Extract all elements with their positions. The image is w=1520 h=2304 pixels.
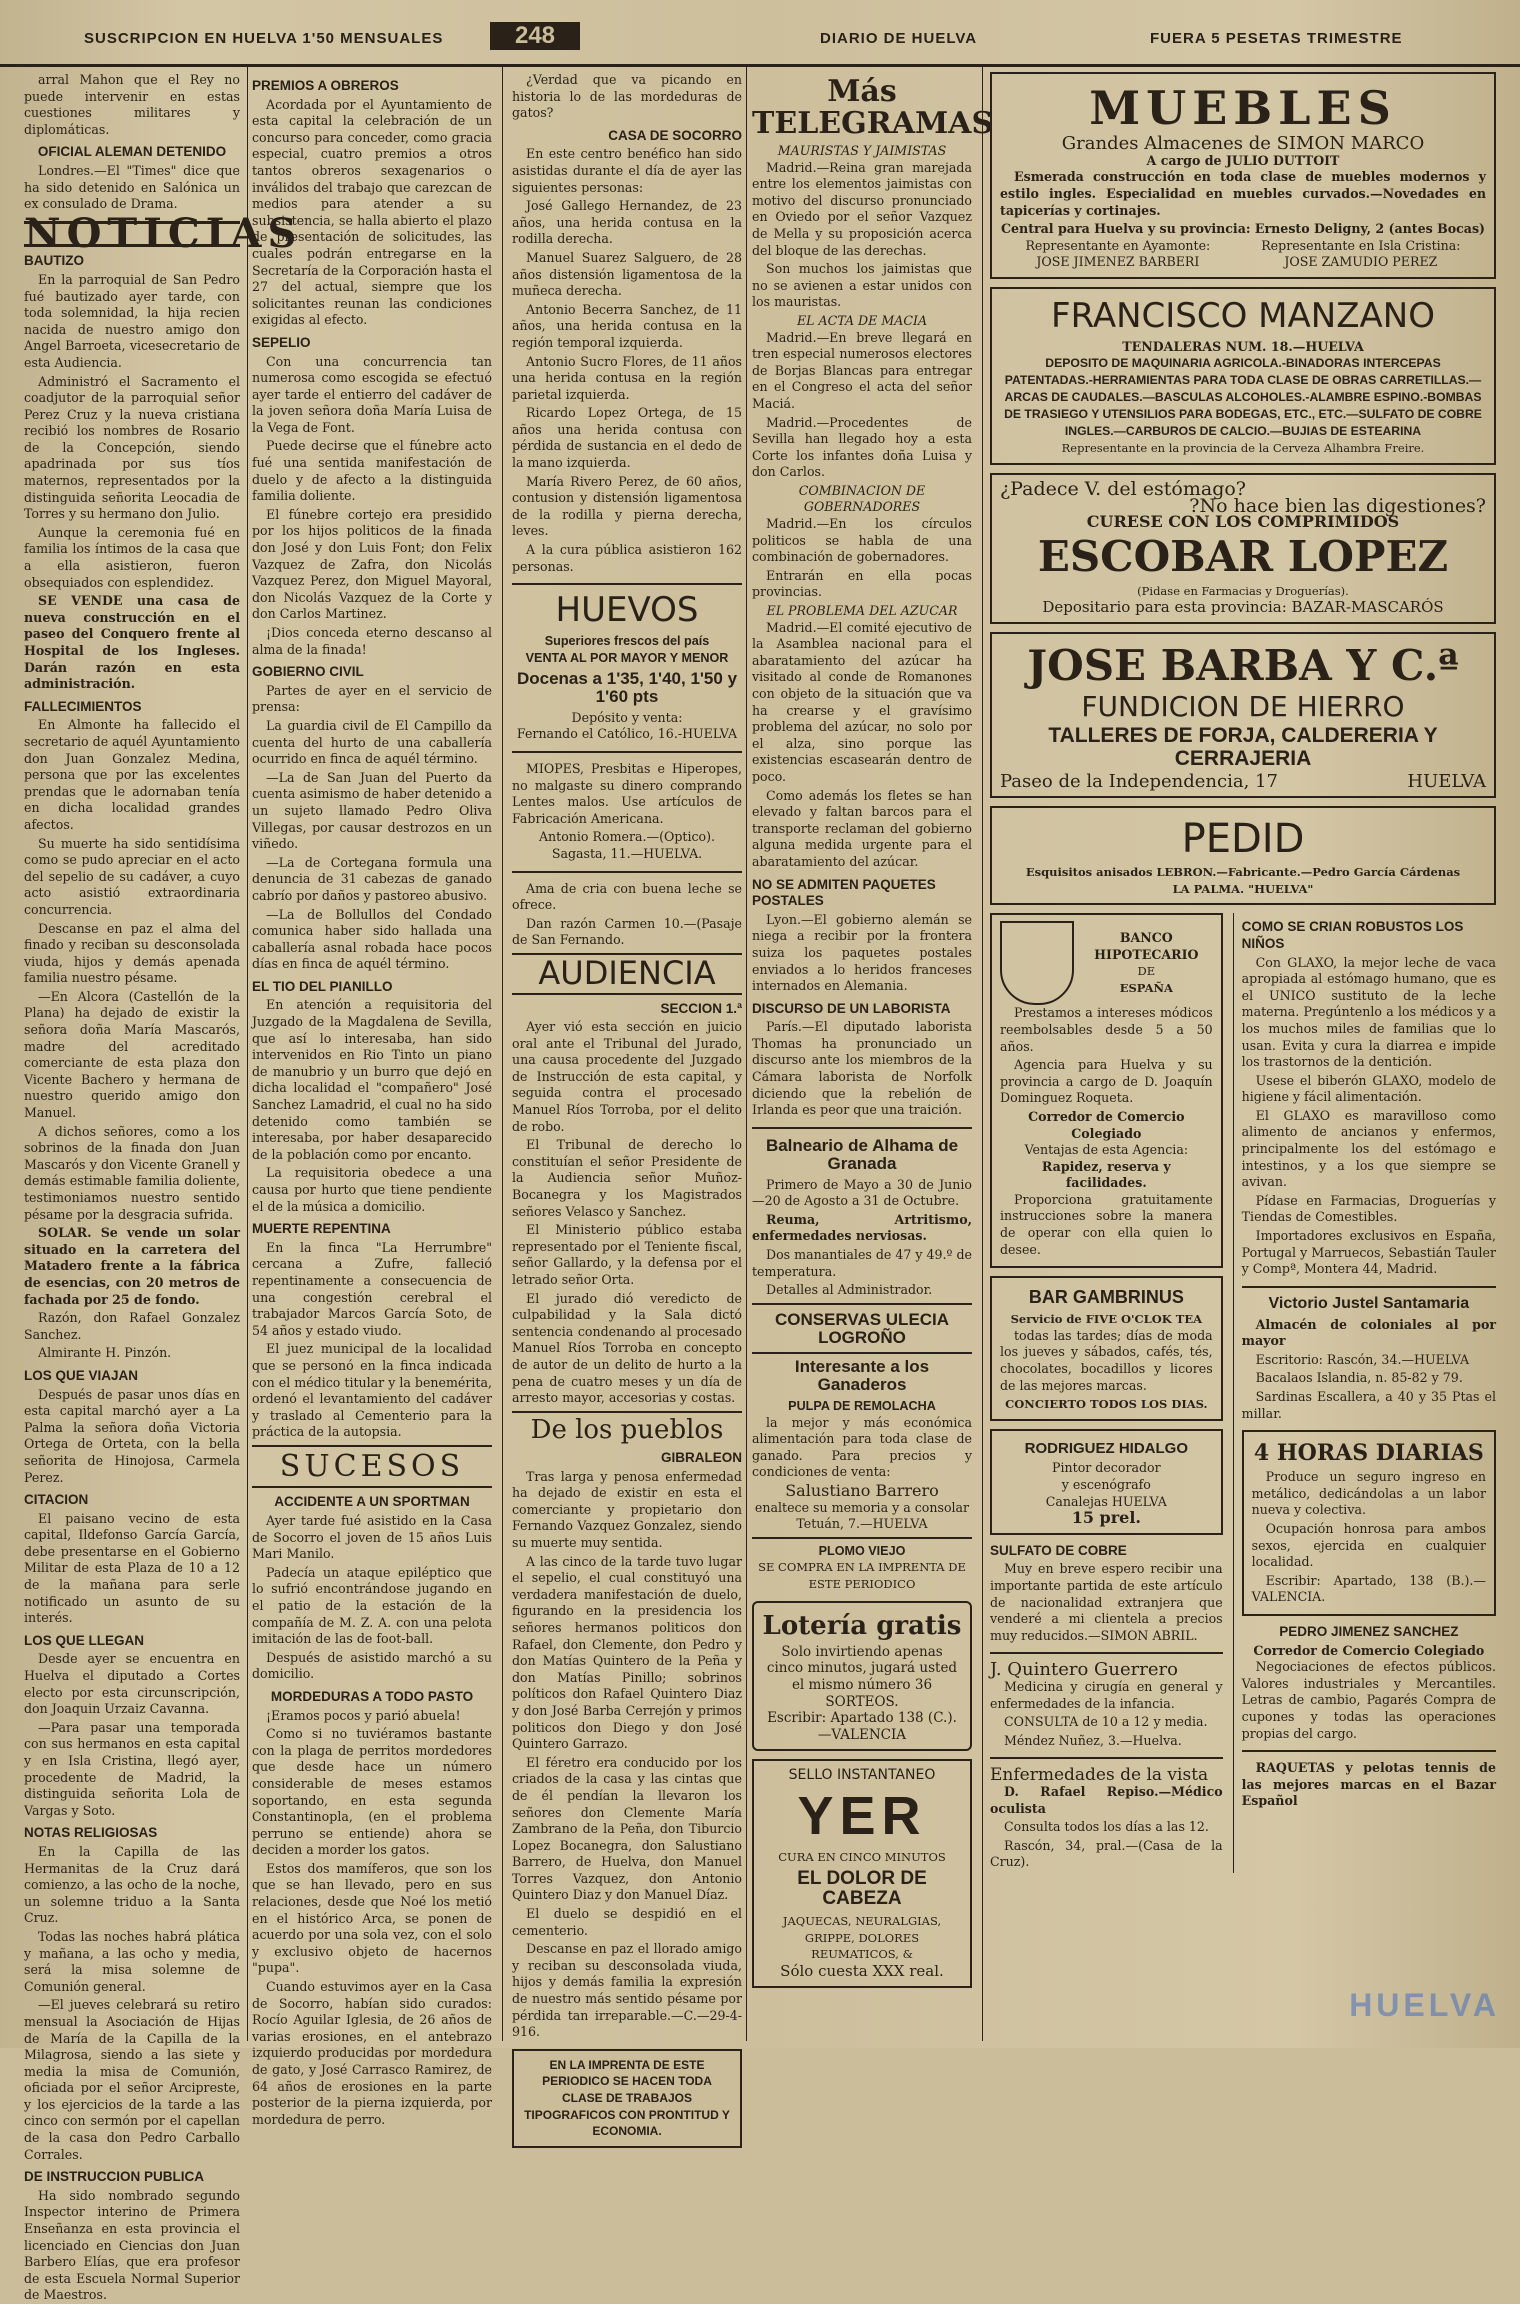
- article-text: El Tribunal de derecho lo constituían el señor Presidente de la Audiencia señor Muñoz-Bocanegra y los Magistrados señores Velasco y Sanchez.: [512, 1137, 742, 1219]
- article-text: Partes de ayer en el servicio de prensa:: [252, 682, 492, 715]
- article-heading: PEDRO JIMENEZ SANCHEZ: [1279, 1624, 1459, 1640]
- ad-text: Sardinas Escallera, a 40 y 35 Ptas el millar.: [1241, 1388, 1496, 1421]
- article-heading: BAUTIZO: [24, 253, 84, 269]
- ad-text: Medicina y cirugía en general y enfermedades de la infancia.: [990, 1678, 1223, 1711]
- article-heading: CITACION: [24, 1492, 89, 1508]
- ad-text: Esquisitos anisados LEBRON.—Fabricante.—Pedro García Cárdenas: [1025, 865, 1461, 880]
- ad-text: Corredor de Comercio Colegiado: [1253, 1642, 1485, 1658]
- article-text: Almirante H. Pinzón.: [38, 1345, 172, 1361]
- ad-conservas: CONSERVAS ULECIA LOGROÑO: [752, 1303, 972, 1355]
- ad-justel-title: Victorio Justel Santamaria: [1268, 1294, 1470, 1312]
- article-text: La requisitoria obedece a una causa por hurto que tiene pendiente el de la música a domicilio.: [252, 1165, 492, 1214]
- article-text: Padecía un ataque epiléptico que lo sufrió encontrándose jugando en el patio de la estación de la compañía de M. Z. A. con una pelota imitación de las de foot-ball.: [252, 1564, 492, 1647]
- ad-text: RAQUETAS y pelotas tennis de las mejores marcas en el Bazar Español: [1241, 1760, 1496, 1809]
- article-text: Con una concurrencia tan numerosa como escogida se efectuó ayer tarde el entierro del cadáver de la joven señora doña María Luisa de la Vega de Font.: [252, 353, 492, 435]
- article-heading: MORDEDURAS A TODO PASTO: [270, 1688, 474, 1704]
- watermark-logo: HUELVA: [1349, 1987, 1500, 2023]
- ad-text: la mejor y más económica alimentación para toda clase de ganado. Para precios y condiciones de venta:: [752, 1414, 972, 1480]
- article-heading: EL TIO DEL PIANILLO: [252, 978, 393, 994]
- ad-text: Rapidez, reserva y facilidades.: [1041, 1158, 1171, 1191]
- divider: [1242, 1286, 1496, 1288]
- ad-text: Almacén de coloniales al por mayor: [1241, 1316, 1496, 1349]
- article-text: El Ministerio público estaba representado por el Teniente fiscal, señor Gallardo, y la defensa por el letrado señor Orta.: [512, 1222, 742, 1287]
- article-heading: GIBRALEON: [661, 1450, 742, 1466]
- ad-text: Servicio de FIVE O'CLOK TEA: [1010, 1312, 1203, 1327]
- ad-text: D. Rafael Repiso.—Médico oculista: [990, 1783, 1223, 1816]
- article-text: A las cinco de la tarde tuvo lugar el sepelio, el cual constituyó una verdadera manifestación de duelo, figurando en la presidencia los señores hermanos politicos don Rafael, don Clemente, don Pedro y don Matías Quintero de la Peña y don Matías Pinillo; sobrinos políticos don Rafael Quintero Diaz y don José Barba Cerrejón y primos politicos don Diego y don José Quintero Garrazo.: [512, 1553, 742, 1752]
- ad-alhama-title: Balneario de Alhama de Granada: [765, 1135, 959, 1173]
- ad-text: JAQUECAS, NEURALGIAS, GRIPPE, DOLORES REUMATICOS, &: [782, 1914, 942, 1962]
- article-heading: PREMIOS A OBREROS: [252, 78, 399, 93]
- column-3: [512, 72, 742, 2139]
- article-text: El duelo se despidió en el cementerio.: [512, 1906, 742, 1938]
- article-text: En Almonte ha fallecido el secretario de aquél Ayuntamiento don Juan Gonzalez Medina, persona que por las excelentes prendas que le adornaban tenía en dicha localidad grandes afectos.: [24, 717, 240, 832]
- ad-text: CURESE CON LOS COMPRIMIDOS: [1086, 512, 1400, 532]
- ad-muebles-title: MUEBLES: [1089, 81, 1397, 135]
- article-text: Antonio Sucro Flores, de 11 años una herida contusa en la región parietal izquierda.: [512, 353, 742, 402]
- masthead-page-number: 248: [490, 22, 580, 50]
- ad-text: Canalejas HUELVA: [1045, 1493, 1167, 1509]
- article-heading: CASA DE SOCORRO: [608, 127, 742, 143]
- article-text: En la parroquial de San Pedro fué bautizado ayer tarde, con toda solemnidad, la hija recien nacida de nuestro amigo don Angel Barroeta, vicesecretario de esta Audiencia.: [24, 271, 240, 370]
- classified-ad: Dan razón Carmen 10.—(Pasaje de San Fernando.: [512, 915, 742, 948]
- divider: [512, 871, 742, 873]
- article-heading: LOS QUE VIAJAN: [24, 1367, 139, 1383]
- ad-hidalgo-title: RODRIGUEZ HIDALGO: [1024, 1439, 1188, 1457]
- column-rule: [746, 66, 747, 2041]
- divider: [512, 751, 742, 753]
- ad-text: enaltece su memoria y a consolar: [754, 1499, 970, 1515]
- ad-text: Sagasta, 11.—HUELVA.: [551, 845, 703, 861]
- ad-text: Antonio Romera.—(Optico).: [538, 829, 716, 845]
- article-text: En la Capilla de las Hermanitas de la Cruz dará comienzo, a las ocho de la noche, un solemne triduo a la Santa Cruz.: [24, 1843, 240, 1926]
- ad-text: Representante en la provincia de la Cerveza Alhambra Freire.: [1061, 441, 1425, 456]
- article-text: Después de asistido marchó a su domicilio.: [252, 1649, 492, 1682]
- ad-text: Fernando el Católico, 16.-HUELVA: [516, 726, 738, 742]
- article-text: Madrid.—En breve llegará en tren especial numerosos electores de Borjas Blancas para entregar en el Congreso el acta del señor Maciá.: [752, 329, 972, 411]
- article-text: —La de Cortegana formula una denuncia de 31 cabezas de ganado cabrío por daños y pastoreo abusivo.: [252, 854, 492, 903]
- ad-text: ?No hace bien las digestiones?: [1189, 494, 1486, 517]
- article-text: —Para pasar una temporada con sus hermanos en esta capital y en Isla Cristina, llegó ayer, procedente de Madrid, la distinguida señorita Lola de Vargas y Soto.: [24, 1719, 240, 1818]
- article-text: Después de pasar unos días en esta capital marchó ayer a La Palma la señora doña Victoria Ortega de Orteta, con la bella señorita de Hinojosa, Carmela Perez.: [24, 1386, 240, 1485]
- classified-ad: Ama de cria con buena leche se ofrece.: [512, 880, 742, 913]
- ad-vista-title: Enfermedades de la vista: [990, 1765, 1209, 1786]
- article-heading: COMO SE CRIAN ROBUSTOS LOS NIÑOS: [1241, 919, 1464, 951]
- column-rule: [502, 66, 503, 2041]
- article-text: París.—El diputado laborista Thomas ha pronunciado un discurso ante los miembros de la Cámara laborista de Norfolk diciendo que la rebelión de Irlanda es peor que una traición.: [752, 1019, 972, 1118]
- ad-text: Escribir: Apartado 138 (C.).—VALENCIA: [767, 1710, 957, 1743]
- classified-ad: SE VENDE una casa de nueva construcción en el paseo del Conquero frente al Hospital de los Ingleses. Darán razón en esta administración.: [24, 593, 240, 692]
- ad-text: Pídase en Farmacias, Droguerías y Tiendas de Comestibles.: [1241, 1192, 1496, 1225]
- divider: [752, 1127, 972, 1129]
- section-title-sucesos: SUCESOS: [252, 1445, 492, 1489]
- article-text: Tras larga y penosa enfermedad ha dejado de existir en esta el comerciante y propietario don Fernando Vazquez Gonzalez, siendo su muerte muy sentida.: [512, 1468, 742, 1551]
- ad-text: JOSE JIMENEZ BARBERI: [1036, 254, 1200, 270]
- ad-text: Dos manantiales de 47 y 49.º de temperatura.: [752, 1246, 973, 1279]
- ad-text: El GLAXO es maravilloso como alimento de ancianos y enfermos, principalmente los del estómago e intestinos, y a los que siempre se avivan.: [1241, 1107, 1496, 1190]
- ad-text: 15 prel.: [1071, 1508, 1141, 1528]
- ad-text: PULPA DE REMOLACHA: [788, 1399, 936, 1414]
- ad-text: Depositario para esta provincia: BAZAR-MASCARÓS: [1042, 598, 1444, 617]
- ad-huevos-title: HUEVOS: [555, 590, 699, 631]
- ad-text: TALLERES DE FORJA, CALDERERIA Y CERRAJERIA: [1048, 724, 1438, 770]
- ad-horas-title: 4 HORAS DIARIAS: [1253, 1440, 1484, 1467]
- article-text: La guardia civil de El Campillo da cuenta del hurto de una caballería ocurrido en finca de aquél término.: [252, 717, 492, 767]
- article-text: —El jueves celebrará su retiro mensual la Asociación de Hijas de María de la Capilla de la Milagrosa, siendo a las siete y media la misa de Comunión, oficiada por el señor Arcipreste, y los ejercicios de la tarde a las cinco con sermón por el capellan de la casa don Pedro Carballo Corrales.: [24, 1997, 240, 2162]
- column-4: [752, 72, 994, 2040]
- ad-text: A cargo de JULIO DUTTOIT: [1146, 152, 1340, 168]
- article-text: Manuel Suarez Salguero, de 28 años distensión ligamentosa de la muñeca derecha.: [512, 249, 742, 299]
- ad-text: Escritorio: Rascón, 34.—HUELVA: [1255, 1351, 1470, 1367]
- article-text: Ayer vió esta sección en juicio oral ante el Tribunal del Jurado, una causa procedente del Juzgado de Instrucción de esta capital, y seguida contra el procesado Manuel Ríos Torroba, por el delito de robo.: [512, 1019, 742, 1134]
- ad-text: Tetuán, 7.—HUELVA: [796, 1516, 928, 1532]
- ad-text: Corredor de Comercio Colegiado: [1028, 1108, 1185, 1141]
- article-text: Ricardo Lopez Ortega, de 15 años una herida contusa con pérdida de sustancia en el dedo de la mano izquierda.: [512, 405, 742, 471]
- section-title-telegramas: Más TELEGRAMAS: [752, 74, 994, 141]
- article-text: El féretro era conducido por los criados de la casa y las cintas que de él pendían la llevaron los señores don Clemente María Zambrano de la Peña, don Tiburcio Lopez Bocanegra, don Salustiano Barrero, de Huelva, don Manuel Torres Vazquez, don Antonio Quintero Diaz y don Manuel Díaz.: [512, 1754, 742, 1903]
- article-heading: EL ACTA DE MACIA: [796, 312, 928, 328]
- ad-text: CONCIERTO TODOS LOS DIAS.: [1005, 1397, 1208, 1412]
- ad-text: Ventajas de esta Agencia:: [1024, 1142, 1189, 1158]
- ad-text: Pintor decorador: [1052, 1460, 1161, 1476]
- ad-text: Sólo cuesta XXX real.: [780, 1961, 944, 1980]
- divider: [990, 1652, 1223, 1654]
- ad-plomo: PLOMO VIEJO: [752, 1537, 972, 1560]
- article-text: Madrid.—Procedentes de Sevilla han llegado hoy a esta Corte los infantes doña Luisa y don Carlos.: [752, 414, 972, 480]
- ad-text: Proporciona gratuitamente instrucciones sobre la manera de operar con ella quien lo desee.: [1000, 1191, 1213, 1257]
- article-heading: DE INSTRUCCION PUBLICA: [24, 2169, 205, 2185]
- masthead-title: DIARIO DE HUELVA: [820, 30, 978, 47]
- article-heading: SECCION 1.ª: [660, 1000, 742, 1016]
- ad-text: Escribir: Apartado, 138 (B.).—VALENCIA.: [1251, 1572, 1486, 1605]
- ad-text: SELLO INSTANTANEO: [788, 1767, 936, 1784]
- ad-text: Agencia para Huelva y su provincia a cargo de D. Joaquín Dominguez Roqueta.: [1000, 1057, 1213, 1106]
- article-text: En atención a requisitoria del Juzgado de la Magdalena de Sevilla, que así lo interesaba, han sido intervenidos en Rio Tinto un piano de manubrio y un burro que dejó en dicha localidad el "compañero" José Sanchez Lamadrid, el cual no ha sido detenido como también se interesaba, por haber desaparecido de la población como por encanto.: [252, 997, 492, 1162]
- ad-banco-title: BANCO HIPOTECARIO: [1094, 930, 1199, 962]
- column-rule: [982, 66, 983, 2041]
- article-text: Su muerte ha sido sentidísima como se pudo apreciar en el acto del sepelio de su cadáver, a cuyo acto asistió extraordinaria concurrencia.: [24, 835, 240, 917]
- ad-text: Central para Huelva y su provincia: Ernesto Deligny, 2 (antes Bocas): [1001, 221, 1485, 237]
- article-text: Desde ayer se encuentra en Huelva el diputado a Cortes electo por esta circunscripción, don Joaquin Urzaiz Cavanna.: [24, 1651, 240, 1717]
- article-text: Administró el Sacramento el coadjutor de la parroquial señor Perez Cruz y la nueva cristiana recibió los nombres de Rosario de la Concepción, siendo apadrinada por sus tíos maternos, representados por la distinguida señorita Leocadia de Torres y su hermano don Julio.: [24, 373, 240, 522]
- article-text: En este centro benéfico han sido asistidas durante el día de ayer las siguientes personas:: [512, 146, 742, 195]
- article-text: —La de Bollullos del Condado comunica haber sido hallada una caballería asnal robada hace pocos días en finca de aquél término.: [252, 906, 492, 972]
- article-text: El paisano vecino de esta capital, Ildefonso García García, debe presentarse en el Gobierno Militar de esta Plaza de 10 a 12 de la mañana para serle notificado un asunto de su interés.: [24, 1510, 240, 1626]
- article-text: Puede decirse que el fúnebre acto fué una sentida manifestación de duelo y de afecto a la distinguida familia doliente.: [252, 438, 492, 504]
- article-text: Ayer tarde fué asistido en la Casa de Socorro el joven de 15 años Luis Mari Manilo.: [252, 1513, 492, 1562]
- article-text: Madrid.—En los círculos politicos se habla de una combinación de gobernadores.: [752, 516, 972, 565]
- ad-text: VENTA AL POR MAYOR Y MENOR: [525, 650, 729, 665]
- article-text: El juez municipal de la localidad que se personó en la finca indicada con el médico titular y la benemérita, ordenó el levantamiento del cadáver y traslado al Cementerio para la práctica de la autopsia.: [252, 1341, 492, 1440]
- imprenta-notice: EN LA IMPRENTA DE ESTE PERIODICO SE HACEN TODA CLASE DE TRABAJOS TIPOGRAFICOS CON PRONTITUD Y ECONOMIA.: [512, 2049, 742, 2148]
- ad-text: Prestamos a intereses módicos reembolsables desde 5 a 50 años.: [1000, 1005, 1213, 1054]
- article-text: José Gallego Hernandez, de 23 años, una herida contusa en la rodilla derecha.: [512, 198, 742, 247]
- ad-text: Esmerada construcción en toda clase de muebles modernos y estilo ingles. Especialidad en muebles curvados.—Novedades en tapicerías y cortinajes.: [1000, 169, 1486, 218]
- article-heading: COMBINACION DE GOBERNADORES: [798, 482, 926, 515]
- ad-text: Consulta todos los días a las 12.: [1004, 1819, 1209, 1835]
- ad-text: Con GLAXO, la mejor leche de vaca apropiada al estómago humano, que es el UNICO sustituto de la leche materna. Pregúntenlo a los médicos y a los muchos miles de familias que lo usan. Evita y cura la diarrea e impide los trastornos de la dentición.: [1241, 954, 1496, 1070]
- article-text: Descanse en paz el alma del finado y reciban su desconsolada viuda, hijos y demás apenada familia nuestro pésame.: [24, 920, 240, 986]
- article-heading: MAURISTAS Y JAIMISTAS: [777, 143, 947, 158]
- article-heading: LOS QUE LLEGAN: [24, 1632, 145, 1648]
- ad-text: Méndez Nuñez, 3.—Huelva.: [1004, 1732, 1182, 1748]
- ad-text: Ocupación honrosa para ambos sexos, ejercida en cualquier localidad.: [1251, 1521, 1486, 1570]
- ad-gambrinus-title: BAR GAMBRINUS: [1028, 1287, 1184, 1308]
- article-text: Son muchos los jaimistas que no se avienen a estar unidos con los mauristas.: [752, 261, 972, 310]
- article-heading: NOTAS RELIGIOSAS: [24, 1825, 158, 1841]
- article-heading: DISCURSO DE UN LABORISTA: [752, 1000, 951, 1016]
- ad-text: Produce un seguro ingreso en metálico, dedicándolas a un labor nueva y colectiva.: [1251, 1469, 1486, 1518]
- ad-text: CONSULTA de 10 a 12 y media.: [1004, 1714, 1208, 1730]
- ad-text: Representante en Isla Cristina:: [1261, 237, 1461, 253]
- column-2: [252, 72, 492, 2127]
- section-title-audiencia: AUDIENCIA: [512, 953, 742, 995]
- article-text: A la cura pública asistieron 162 personas.: [512, 542, 742, 574]
- section-title-noticias: NOTICIAS: [24, 209, 303, 257]
- ad-text: HUELVA: [1407, 770, 1486, 792]
- ad-text: ESPAÑA: [1119, 980, 1173, 995]
- ad-text: SE COMPRA EN LA IMPRENTA DE ESTE PERIODICO: [758, 1560, 966, 1591]
- article-heading: EL PROBLEMA DEL AZUCAR: [766, 603, 958, 619]
- article-text: María Rivero Perez, de 60 años, contusion y distensión ligamentosa de la rodilla y pierna derecha, leves.: [512, 473, 742, 539]
- article-text: Aunque la ceremonia fué en familia los íntimos de la casa que a ella asistieron, fueron obsequiados con esplendidez.: [24, 524, 240, 590]
- article-text: ¿Verdad que va picando en historia lo de las mordeduras de gatos?: [512, 72, 742, 121]
- article-heading: ACCIDENTE A UN SPORTMAN: [274, 1494, 470, 1510]
- article-heading: SULFATO DE COBRE: [990, 1542, 1127, 1558]
- ad-loteria-title: Lotería gratis: [762, 1610, 962, 1641]
- ad-text: Bacalaos Islandia, n. 85-82 y 79.: [1255, 1370, 1463, 1386]
- ad-text: Salustiano Barrero: [785, 1481, 939, 1501]
- ad-text: Importadores exclusivos en España, Portugal y Marruecos, Sebastián Tauler y Compª, Montera 44, Madrid.: [1241, 1228, 1496, 1277]
- masthead-subscription: SUSCRIPCION EN HUELVA 1'50 MENSUALES: [84, 30, 444, 47]
- article-heading: NO SE ADMITEN PAQUETES POSTALES: [752, 876, 936, 909]
- article-text: Lyon.—El gobierno alemán se niega a recibir por la frontera suiza los paquetes postales enviados a lo heridos franceses internados en Alemania.: [752, 911, 972, 994]
- coat-of-arms-icon: [1000, 921, 1074, 1005]
- article-text: Estos dos mamíferos, que son los que se han llevado, pero en sus relaciones, desde que Noé los metió en el histórico Arca, se ponen de acuerdo por una sola vez, con el solo y exclusivo objeto de hacernos "pupa".: [252, 1860, 492, 1976]
- ad-text: TENDALERAS NUM. 18.—HUELVA: [1122, 338, 1364, 354]
- ad-text: Solo invirtiendo apenas cinco minutos, jugará usted el mismo número 36 SORTEOS.: [766, 1643, 958, 1710]
- column-rule: [247, 66, 248, 2041]
- article-text: Acordada por el Ayuntamiento de esta capital la celebración de un concurso para conceder, como gracia especial, cuatro premios a otros tantos obreros sexagenarios o inválidos del trabajo que carezcan de medios para atender a su subsistencia, se halla abierto el plazo de presentación de solicitudes, las cuales podrán entregarse en la Secretaría de la Corporación hasta el 27 del actual, siempre que los solicitantes reunan las condiciones exigidas al efecto.: [252, 96, 492, 328]
- article-text: Madrid.—Reina gran marejada entre los elementos jaimistas con motivo del discurso pronunciado en Oviedo por el señor Vazquez de Mella y su proposición acerca del bloque de las derechas.: [752, 159, 972, 258]
- ad-text: Detalles al Administrador.: [766, 1282, 933, 1298]
- article-text: ¡Eramos pocos y parió abuela!: [266, 1707, 461, 1723]
- ad-text: todas las tardes; días de moda los jueves y sábados, cafés, tés, chocolates, bocadillos y licores de las mejores marcas.: [1000, 1327, 1213, 1393]
- article-text: Ha sido nombrado segundo Inspector interino de Primera Enseñanza en esta provincia el licenciado en Ciencias don Juan Barbero Elías, que era profesor de esta Escuela Normal Superior de Maestros.: [24, 2187, 240, 2303]
- ad-manzano-title: FRANCISCO MANZANO: [1051, 296, 1435, 337]
- ad-text: Representante en Ayamonte:: [1025, 237, 1211, 253]
- ad-text: Paseo de la Independencia, 17: [1000, 770, 1278, 792]
- ad-text: Rascón, 34, pral.—(Casa de la Cruz).: [990, 1837, 1223, 1870]
- ad-text: DEPOSITO DE MAQUINARIA AGRICOLA.-BINADORAS INTERCEPAS PATENTADAS.-HERRAMIENTAS PARA TODA CLASE DE OBRAS CARRETILLAS.—ARCAS DE CAUDALES.—BASCULAS ALCOHOLES.-ALAMBRE ESPINO.-BOMBAS DE TRASIEGO Y UTENSILIOS PARA BODEGAS, ETC., ETC.—SULFATO DE COBRE INGLES.—CARBUROS DE CALCIO.—BUJIAS DE ESTEARINA: [1004, 356, 1482, 439]
- ad-quintero-title: J. Quintero Guerrero: [990, 1659, 1178, 1681]
- ad-text: Negociaciones de efectos públicos. Valores industriales y Mercantiles. Letras de cambio, Pagarés Compra de cupones y todas las operaciones propias del cargo.: [1241, 1659, 1496, 1741]
- article-text: El fúnebre cortejo era presidido por los hijos politicos de la finada don José y don Luis Font; don Felix Vazquez de Zafra, don Nicolás Vazquez Perez, don Miguel Mayoral, don Nicolás Vazquez de la Corte y don Carlos Martinez.: [252, 506, 492, 622]
- ad-ganaderos-title: Interesante a los Ganaderos: [794, 1357, 930, 1395]
- classified-ad: SOLAR. Se vende un solar situado en la carretera del Matadero frente a la fábrica de esencias, con 20 metros de fachada por 25 de fondo.: [24, 1225, 240, 1307]
- ad-text: Reuma, Artritismo, enfermedades nerviosas.: [752, 1211, 972, 1244]
- article-text: Entrarán en ella pocas provincias.: [752, 567, 972, 600]
- classified-ad: MIOPES, Presbitas e Hiperopes, no malgaste su dinero comprando Lentes malos. Use artículos de Fabricación Americana.: [512, 760, 742, 826]
- masthead: [0, 0, 1520, 67]
- ad-text: y escenógrafo: [1061, 1477, 1151, 1493]
- ad-text: DE: [1137, 964, 1156, 979]
- ad-text: LA PALMA. "HUELVA": [1172, 881, 1314, 896]
- ad-text: Superiores frescos del país: [544, 633, 710, 648]
- ad-text: Muy en breve espero recibir una importante partida de este artículo de nacionalidad extranjera que venderé a mi clientela a precios muy reducidos.—SIMON ABRIL.: [990, 1561, 1223, 1643]
- article-heading: MUERTE REPENTINA: [252, 1221, 391, 1237]
- ad-pedid-title: PEDID: [1181, 816, 1305, 863]
- ad-barba-title: JOSE BARBA Y C.ª: [1027, 640, 1459, 690]
- article-text: Como además los fletes se han elevado y faltan barcos para el transporte reclaman del gobierno alguna medida urgente para el abaratamiento del azúcar.: [752, 787, 972, 869]
- ad-text: EL DOLOR DE CABEZA: [797, 1868, 927, 1910]
- article-text: Todas las noches habrá plática y mañana, a las ocho y media, será la misa solemne de Comunión general.: [24, 1928, 240, 1994]
- article-text: Madrid.—El comité ejecutivo de la Asamblea nacional para el abaratamiento del azúcar ha visitado al conde de Romanones con objeto de la situación que va ha crearse y el gravísimo problema del azúcar, no solo por el alza, sino porque las existencias escasearán dentro de poco.: [752, 619, 972, 784]
- article-text: A dichos señores, como a los sobrinos de la finada don Juan Mascarós y don Vicente Granell y demás estimable familia doliente, testimoniamos nuestro sentido pésame por la desgracia sufrida.: [24, 1123, 240, 1222]
- ad-text: Grandes Almacenes de SIMON MARCO: [1061, 133, 1425, 155]
- article-text: El jurado dió veredicto de culpabilidad y la Sala dictó sentencia condenando al procesado Manuel Ríos Torroba en concepto de autor de un delito de hurto a la pena de cuatro meses y un día de arresto mayor, accesorias y costas.: [512, 1290, 742, 1406]
- divider: [1242, 1750, 1496, 1752]
- column-1: [24, 72, 303, 2303]
- article-heading: SEPELIO: [252, 334, 311, 350]
- ad-text: (Pidase en Farmacias y Droguerías).: [1137, 583, 1349, 598]
- article-text: Razón, don Rafael Gonzalez Sanchez.: [24, 1310, 240, 1342]
- divider: [990, 1757, 1223, 1759]
- ad-text: Depósito y venta:: [571, 709, 683, 725]
- ad-text: FUNDICION DE HIERRO: [1081, 690, 1405, 724]
- article-text: Descanse en paz el llorado amigo y reciban su desconsolada viuda, hijos y demás familia la expresión de nuestro más sentido pésame por pérdida tan irreparable.—C.—29-4-916.: [512, 1941, 742, 2040]
- masthead-price: FUERA 5 PESETAS TRIMESTRE: [1150, 30, 1403, 47]
- article-text: En la finca "La Herrumbre" cercana a Zufre, falleció repentinamente a consecuencia de una congestión cerebral el trabajador Marcos García Soto, de 54 años y estado viudo.: [252, 1239, 492, 1338]
- divider: [512, 583, 742, 585]
- article-heading: OFICIAL ALEMAN DETENIDO: [37, 144, 227, 160]
- ad-escobar-title: ESCOBAR LOPEZ: [1037, 531, 1449, 581]
- article-heading: GOBIERNO CIVIL: [252, 664, 364, 680]
- article-text: Como si no tuviéramos bastante con la plaga de perritos mordedores que desde hace un número considerable de meses estamos soportando, en esta segunda Constantinopla, (en el problema perruno se entiende) ahora se deciden a morder los gatos.: [252, 1726, 492, 1858]
- ad-text: Usese el biberón GLAXO, modelo de higiene y fácil alimentación.: [1241, 1072, 1496, 1105]
- article-text: —En Alcora (Castellón de la Plana) ha dejado de existir la señora doña María Mascarós, madre del acreditado comerciante de esta plaza don Vicente Bachero y hermana de nuestro querido amigo don Manuel.: [24, 988, 240, 1121]
- article-text: Antonio Becerra Sanchez, de 11 años, una herida contusa en la región temporal izquierda.: [512, 301, 742, 350]
- ad-price: Docenas a 1'35, 1'40, 1'50 y 1'60 pts: [516, 669, 738, 706]
- section-title-pueblos: De los pueblos: [512, 1411, 742, 1444]
- ad-yer-title: YER: [797, 1786, 927, 1847]
- article-text: —La de San Juan del Puerto da cuenta asimismo de haber detenido a un sujeto llamado Pedro Oliva Villegas, por causar destrozos en un viñedo.: [252, 769, 492, 852]
- article-text: arral Mahon que el Rey no puede intervenir en estas cuestiones militares y diplomáticas.: [24, 72, 240, 137]
- article-text: ¡Dios conceda eterno descanso al alma de la finada!: [252, 625, 492, 657]
- column-5-ads: [990, 72, 1496, 2040]
- ad-text: JOSE ZAMUDIO PEREZ: [1284, 254, 1438, 270]
- article-text: Cuando estuvimos ayer en la Casa de Socorro, habían sido curados: Rocío Aguilar Iglesia, de 26 años de varias erosiones, en el antebrazo izquierdo producidas por mordedura de gato, y José Carrasco Ramirez, de 64 años de erosiones en la parte posterior de la pierna izquierda, por mordedura de perro.: [252, 1979, 492, 2127]
- ad-text: CURA EN CINCO MINUTOS: [778, 1849, 946, 1864]
- article-text: Londres.—El "Times" dice que ha sido detenido en Salónica un ex consulado de Drama.: [24, 162, 240, 212]
- article-heading: FALLECIMIENTOS: [24, 698, 142, 714]
- ad-text: Primero de Mayo a 30 de Junio—20 de Agosto a 31 de Octubre.: [752, 1176, 972, 1209]
- ad-text: ¿Padece V. del estómago?: [1000, 477, 1246, 500]
